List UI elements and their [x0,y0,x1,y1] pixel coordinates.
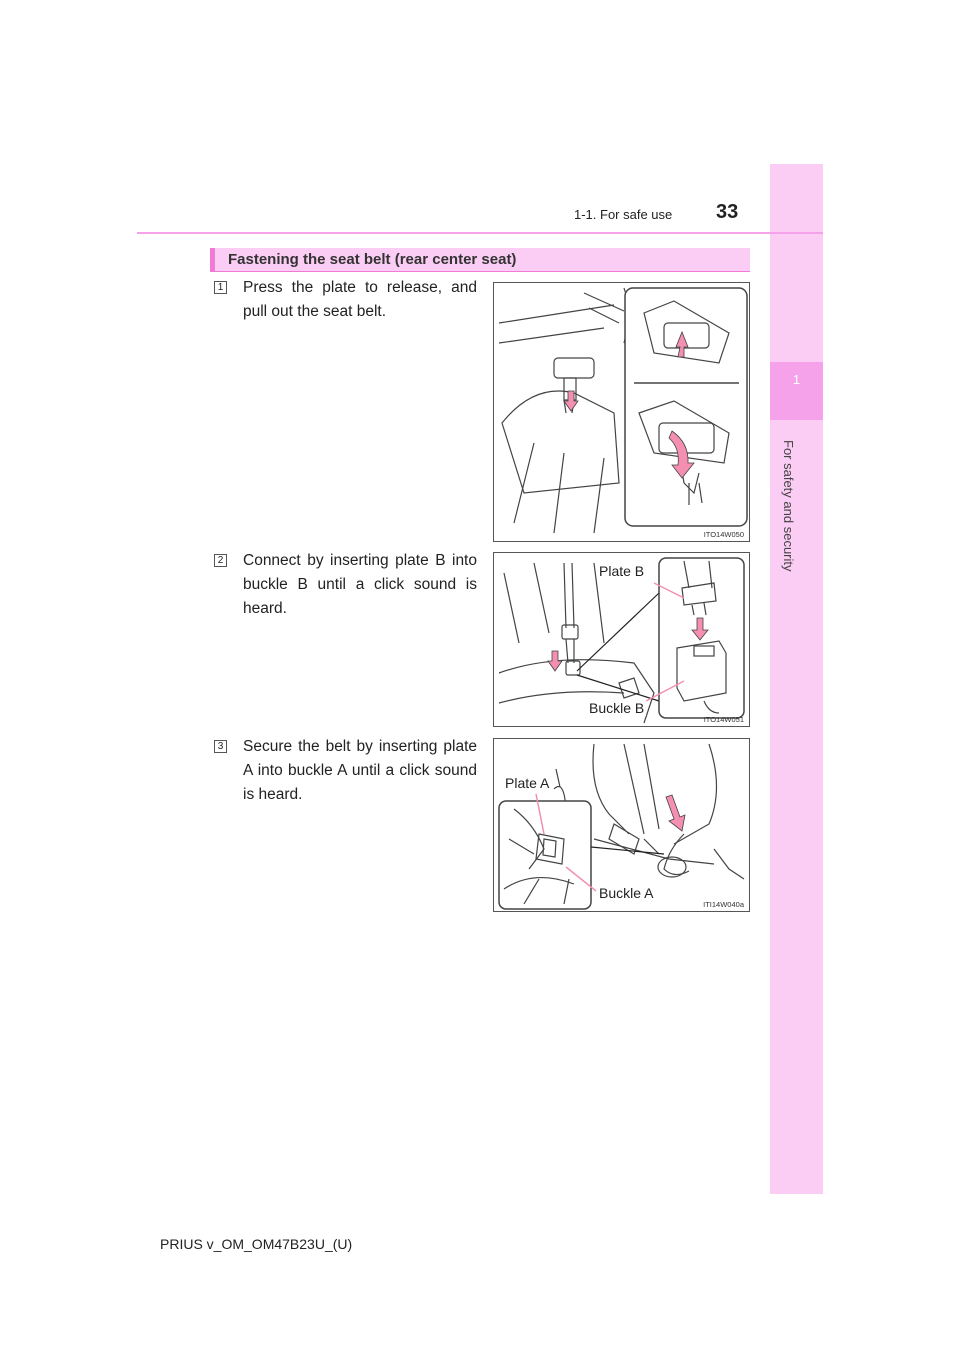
running-header: 1-1. For safe use [574,207,673,222]
page-number: 33 [716,201,739,223]
chapter-tab [770,362,823,420]
figure-connect-plate-b [493,552,750,727]
chapter-title: For safety and security [781,440,796,572]
chapter-number: 1 [792,372,801,387]
heading-rule [210,271,750,272]
section-heading-text: Fastening the seat belt (rear center seat) [228,251,517,268]
step-text-1: Press the plate to release, and pull out the seat belt. [243,279,477,320]
callout-buckle-a: Buckle A [599,885,654,901]
document-code: PRIUS v_OM_OM47B23U_(U) [160,1236,353,1252]
chapter-side-bar [770,164,823,1194]
step-number-3: 3 [214,740,227,753]
section-heading [210,248,750,271]
figure-secure-plate-a [493,738,750,912]
callout-buckle-b: Buckle B [589,700,645,716]
figure-id: ITO14W051 [703,715,744,724]
callout-plate-a: Plate A [505,775,550,791]
step-number-2: 2 [214,554,227,567]
illustration-release-belt [494,283,749,541]
step-text-3: Secure the belt by inserting plate A into buckle A until a click sound is heard. [243,738,477,803]
figure-release-belt [493,282,750,542]
callout-plate-b: Plate B [599,563,645,579]
figure-id: ITI14W040a [703,900,744,909]
header-rule [137,232,823,234]
step-number-1: 1 [214,281,227,294]
figure-id: ITO14W050 [703,530,744,539]
step-text-2: Connect by inserting plate B into buckle B until a click sound is heard. [243,552,477,617]
